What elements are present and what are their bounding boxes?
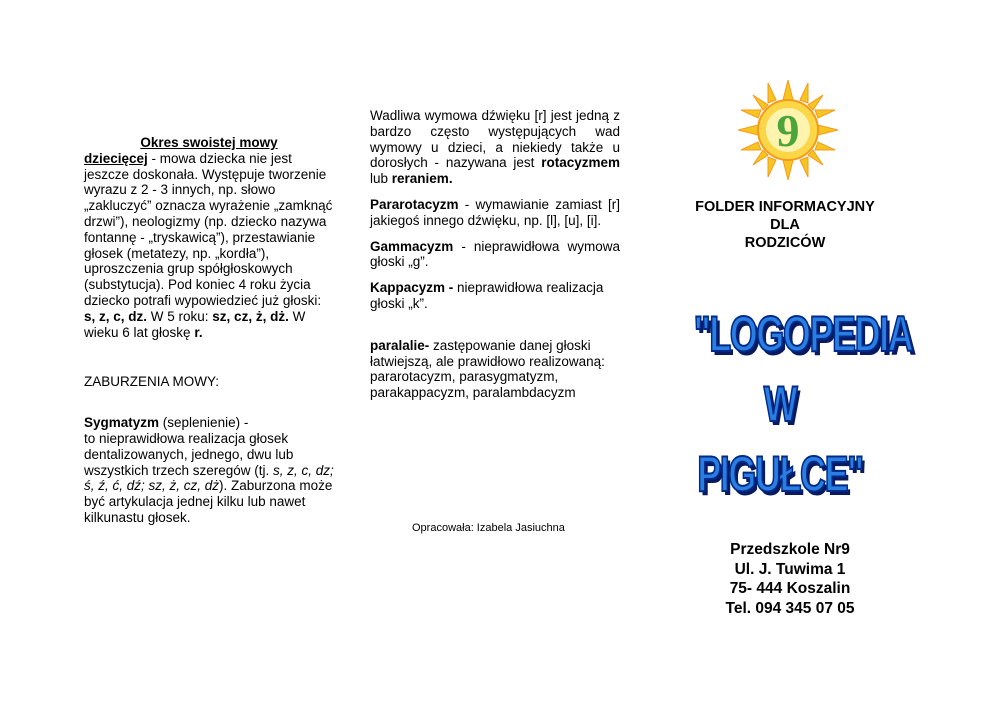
paralalie-term: paralalie- bbox=[370, 337, 430, 353]
reranie-term: reraniem. bbox=[391, 171, 453, 187]
folder-title-line2: DLA bbox=[770, 217, 800, 233]
sounds-age4: s, z, c, dz. bbox=[84, 308, 148, 324]
rotacyzm-mid: lub bbox=[370, 171, 392, 187]
text-age5: W 5 roku: bbox=[147, 308, 213, 324]
sygmatyzm-desc-end: ). Zaburzona może być artykulacja jednej kilku lub nawet kilkunastu głosek. bbox=[84, 478, 333, 525]
gammacyzm-term: Gammacyzm bbox=[370, 238, 454, 254]
sygmatyzm-paragraph bbox=[84, 415, 334, 526]
sygmatyzm-desc: to nieprawidłowa realizacja głosek dentalizowanych, jednego, dwu lub wszystkich trzech szeregów (tj. bbox=[84, 430, 294, 478]
rotacyzm-term: rotacyzmem bbox=[541, 155, 620, 171]
kappacyzm-paragraph bbox=[370, 280, 620, 312]
intro-text: - mowa dziecka nie jest jeszcze doskonała. Występuje tworzenie wyrazu z 2 - 3 innych, np. słowo „zakluczyć” oznacza wyrażenie „zamknąć drzwi”), neologizmy (np. dziecko nazywa fontannę - „tryskawicą”), przestawianie głosek (metatezy, np. „kordła”), uproszczenia grup spółgłoskowych (substytucja). Pod koniec 4 roku życia dziecko potrafi wypowiedzieć już głoski: bbox=[84, 150, 333, 308]
big-title-line1: "LOGOPEDIA bbox=[693, 306, 913, 362]
heading-text: Okres swoistej mowy bbox=[140, 135, 278, 150]
column-left bbox=[84, 135, 334, 526]
folder-title-line1: FOLDER INFORMACYJNY bbox=[695, 199, 875, 215]
text-age6: W wieku 6 lat głoskę bbox=[84, 308, 306, 340]
sygmatyzm-paren: (seplenienie) - bbox=[159, 415, 249, 431]
address-city: 75- 444 Koszalin bbox=[729, 580, 851, 597]
sygmatyzm-term: Sygmatyzm bbox=[84, 415, 160, 431]
big-title-line3: PIGUŁCE" bbox=[697, 446, 863, 502]
big-title-line2: W bbox=[763, 376, 797, 432]
kappacyzm-term: Kappacyzm - bbox=[370, 280, 454, 296]
heading-line1 bbox=[84, 135, 334, 151]
folder-title-line3: RODZICÓW bbox=[744, 235, 826, 251]
intro-paragraph bbox=[84, 151, 334, 341]
sounds-age5: sz, cz, ż, dż. bbox=[212, 308, 289, 324]
kindergarten-sun-logo bbox=[738, 80, 838, 180]
sygmatyzm-series: s, z, c, dz; ś, ź, ć, dź; sz, ż, cz, dż bbox=[84, 462, 334, 494]
pararotacyzm-paragraph bbox=[370, 197, 620, 229]
paralalie-paragraph bbox=[370, 338, 620, 401]
rotacyzm-text: Wadliwa wymowa dźwięku [r] jest jedną z bardzo często występujących wad wymowy u dzieci, a niekiedy także u dorosłych - nazywana jest bbox=[370, 108, 620, 171]
pararotacyzm-desc: - wymawianie zamiast [r] jakiegoś innego dźwięku, np. [l], [u], [i]. bbox=[370, 196, 620, 228]
rotacyzm-paragraph bbox=[370, 108, 620, 187]
section-title: ZABURZENIA MOWY: bbox=[84, 374, 220, 390]
gammacyzm-desc: - nieprawidłowa wymowa głoski „g”. bbox=[370, 238, 620, 270]
address-phone: Tel. 094 345 07 05 bbox=[725, 599, 855, 617]
sound-r: r. bbox=[194, 324, 203, 340]
heading-word: dziecięcej bbox=[84, 150, 148, 166]
kappacyzm-desc: nieprawidłowa realizacja głoski „k”. bbox=[370, 280, 604, 311]
folder-title bbox=[670, 198, 900, 252]
author-credit: Opracowała: Izabela Jasiuchna bbox=[412, 522, 565, 534]
paralalie-desc: zastępowanie danej głoski łatwiejszą, ale prawidłowo realizowaną: pararotacyzm, parasygmatyzm, parakappacyzm, paralambdacyzm bbox=[370, 337, 605, 401]
column-middle bbox=[370, 108, 620, 401]
logo-number: 9 bbox=[776, 105, 800, 156]
pararotacyzm-term: Pararotacyzm bbox=[370, 196, 459, 212]
gammacyzm-paragraph bbox=[370, 239, 620, 271]
address-name: Przedszkole Nr9 bbox=[730, 541, 850, 558]
address-block bbox=[690, 540, 890, 618]
address-street: Ul. J. Tuwima 1 bbox=[734, 560, 846, 578]
